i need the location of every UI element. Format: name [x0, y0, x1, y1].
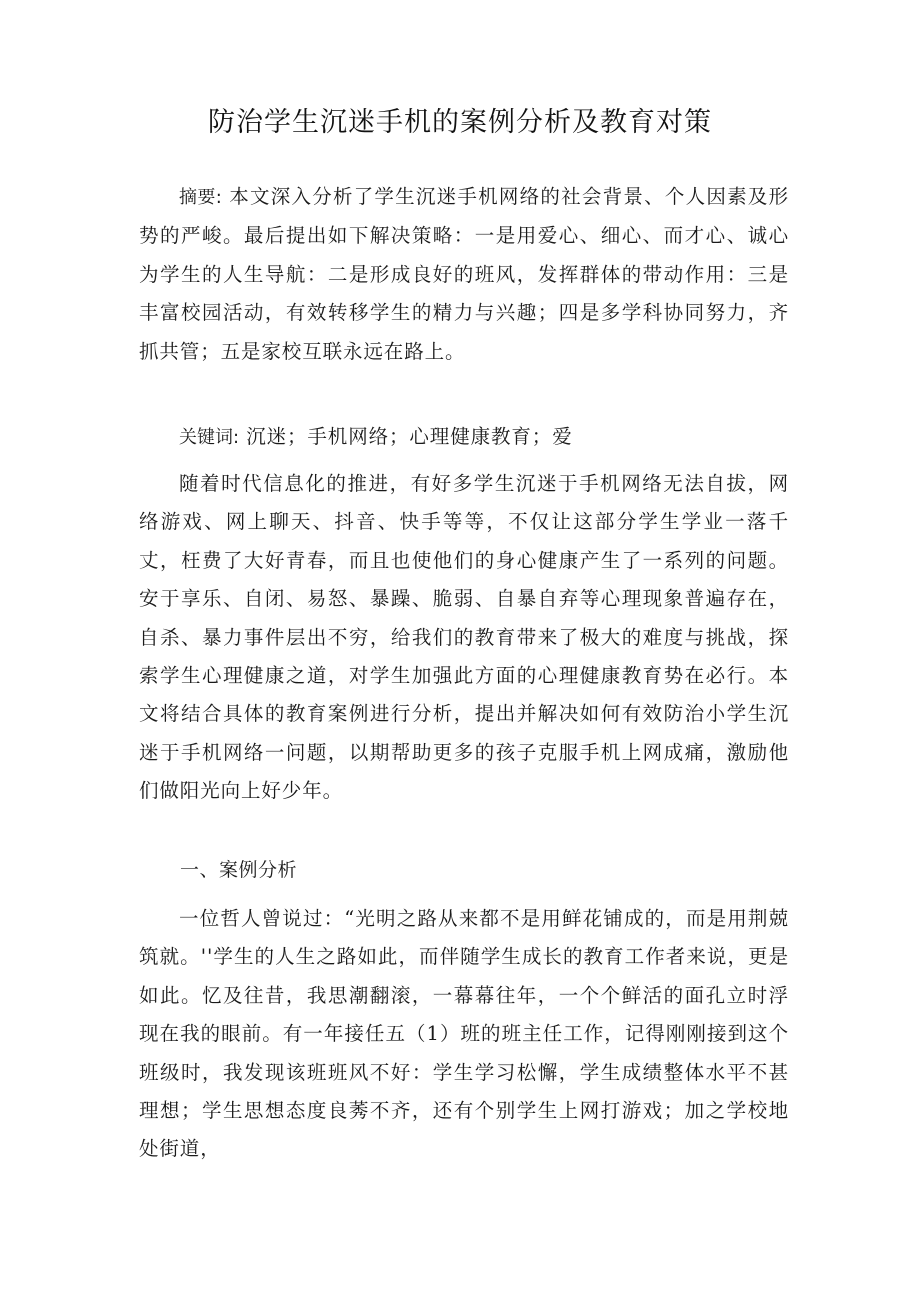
case-paragraph: 一位哲人曾说过：“光明之路从来都不是用鲜花铺成的，而是用荆兢筑就。''学生的人生之路如此，而伴随学生成长的教育工作者来说，更是如此。忆及往昔，我思潮翻滚，一幕幕往年，一个个鲜活的面孔立时浮现在我的眼前。有一年接任五（1）班的班主任工作，记得刚刚接到这个班级时，我发现该班班风不好：学生学习松懈，学生成绩整体水平不甚理想；学生思想态度良莠不齐，还有个别学生上网打游戏；加之学校地处街道， [139, 907, 789, 1161]
abstract-label: 摘要: [179, 187, 222, 208]
document-title: 防治学生沉迷手机的案例分析及教育对策 [208, 107, 712, 138]
keywords-label: 关键词: [179, 427, 240, 448]
intro-paragraph: 随着时代信息化的推进，有好多学生沉迷于手机网络无法自拔，网络游戏、网上聊天、抖音、快手等等，不仅让这部分学生学业一落千丈，枉费了大好青春，而且也使他们的身心健康产生了一系列的问题。安于享乐、自闭、易怒、暴躁、脆弱、自暴自弃等心理现象普遍存在，自杀、暴力事件层出不穷，给我们的教育带来了极大的难度与挑战，探索学生心理健康之道，对学生加强此方面的心理健康教育势在必行。本文将结合具体的教育案例进行分析，提出并解决如何有效防治小学生沉迷于手机网络一问题，以期帮助更多的孩子克服手机上网成痛，激励他们做阳光向上好少年。 [139, 472, 789, 803]
section-heading: 一、案例分析 [180, 859, 298, 881]
keywords-paragraph [139, 418, 789, 457]
abstract-text: 本文深入分析了学生沉迷手机网络的社会背景、个人因素及形势的严峻。最后提出如下解决策略：一是用爱心、细心、而才心、诚心为学生的人生导航：二是形成良好的班风，发挥群体的带动作用：三是丰富校园活动，有效转移学生的精力与兴趣；四是多学科协同努力，齐抓共管；五是家校互联永远在路上。 [139, 185, 789, 363]
keywords-text: 沉迷；手机网络；心理健康教育；爱 [246, 425, 573, 448]
abstract-paragraph [139, 178, 789, 371]
